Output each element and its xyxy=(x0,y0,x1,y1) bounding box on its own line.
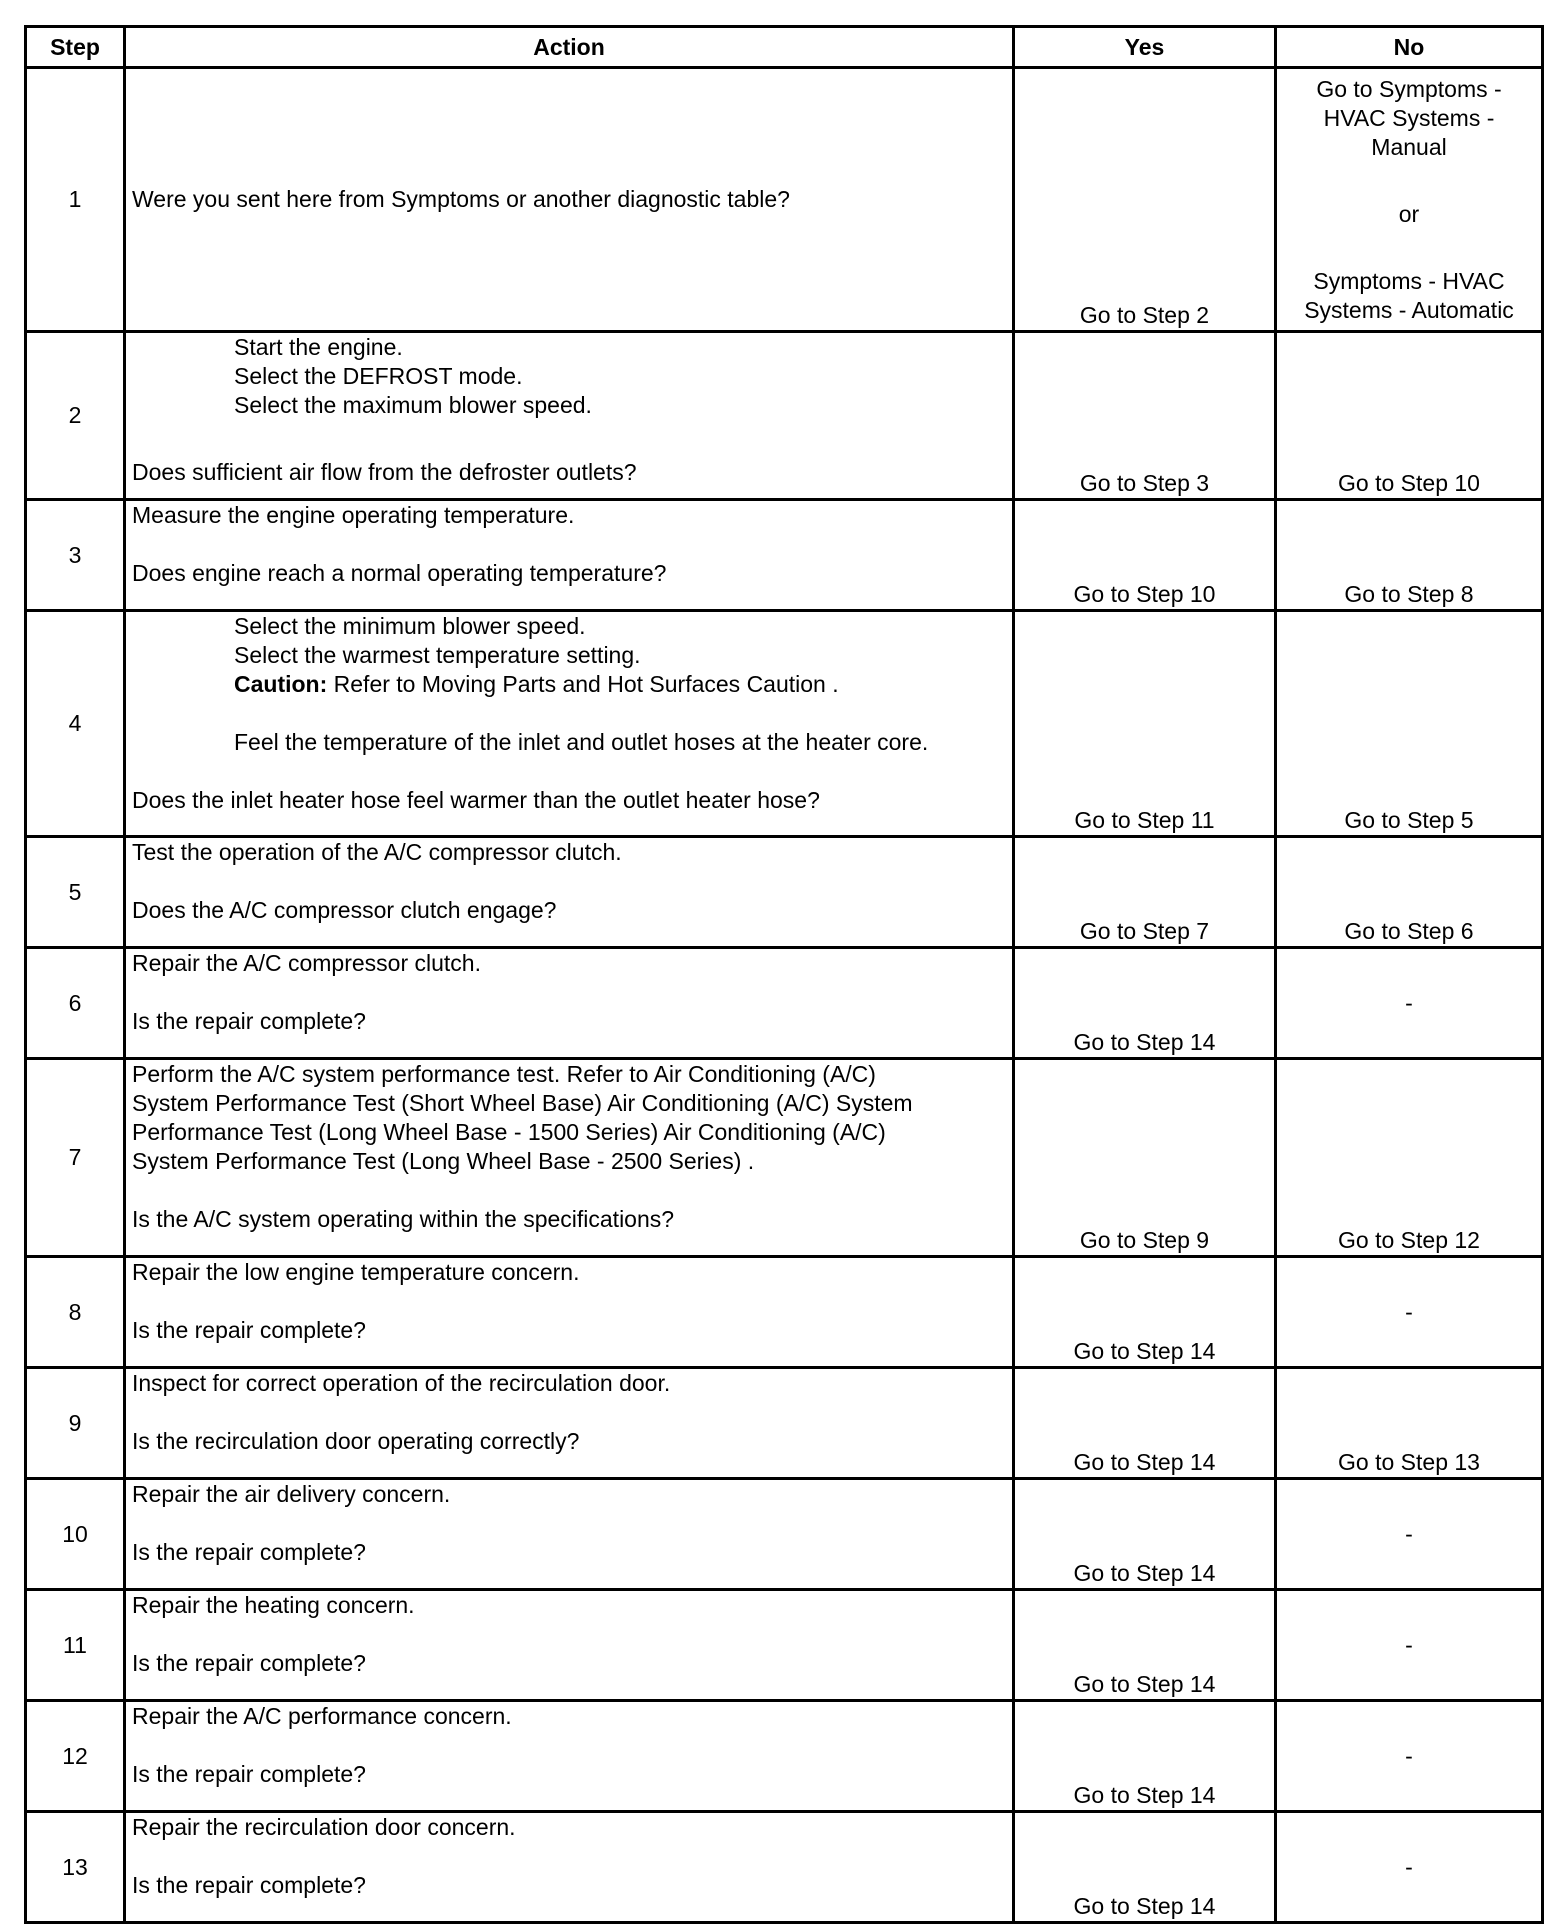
no-line: Manual xyxy=(1371,134,1447,160)
no-cell: Go to Step 5 xyxy=(1276,611,1543,837)
action-cell xyxy=(125,1812,1014,1923)
action-instruction: Repair the A/C performance concern. xyxy=(132,1703,512,1729)
action-cell xyxy=(125,332,1014,500)
action-question: Does the inlet heater hose feel warmer than the outlet heater hose? xyxy=(132,787,820,813)
step-number: 11 xyxy=(26,1590,125,1701)
action-question: Does the A/C compressor clutch engage? xyxy=(132,897,557,923)
header-step: Step xyxy=(26,27,125,68)
yes-cell: Go to Step 2 xyxy=(1014,68,1276,332)
action-instruction: Measure the engine operating temperature. xyxy=(132,502,575,528)
table-row xyxy=(26,1479,1543,1590)
no-cell: - xyxy=(1276,1257,1543,1368)
step-number: 13 xyxy=(26,1812,125,1923)
header-no: No xyxy=(1276,27,1543,68)
action-cell xyxy=(125,1059,1014,1257)
action-instruction: Test the operation of the A/C compressor clutch. xyxy=(132,839,622,865)
no-cell: - xyxy=(1276,1701,1543,1812)
action-question: Does sufficient air flow from the defroster outlets? xyxy=(132,459,637,485)
action-cell xyxy=(125,837,1014,948)
table-row xyxy=(26,837,1543,948)
no-cell xyxy=(1276,68,1543,332)
step-number: 3 xyxy=(26,500,125,611)
table-row xyxy=(26,1257,1543,1368)
action-cell xyxy=(125,500,1014,611)
action-question: Were you sent here from Symptoms or another diagnostic table? xyxy=(132,186,790,212)
action-instruction: Repair the heating concern. xyxy=(132,1592,415,1618)
no-line xyxy=(1283,229,1535,267)
step-number: 9 xyxy=(26,1368,125,1479)
action-cell xyxy=(125,1479,1014,1590)
step-number: 10 xyxy=(26,1479,125,1590)
spacer xyxy=(132,1287,1006,1316)
action-instruction: Feel the temperature of the inlet and outlet hoses at the heater core. xyxy=(234,729,929,755)
spacer xyxy=(132,420,1006,458)
no-line: or xyxy=(1398,201,1420,227)
action-cell xyxy=(125,1368,1014,1479)
spacer xyxy=(132,1620,1006,1649)
action-cell xyxy=(125,948,1014,1059)
table-row xyxy=(26,1368,1543,1479)
action-cell xyxy=(125,1701,1014,1812)
action-instruction: Repair the A/C compressor clutch. xyxy=(132,950,481,976)
yes-cell: Go to Step 14 xyxy=(1014,1590,1276,1701)
no-line: Go to Symptoms - xyxy=(1316,76,1502,102)
caution-line xyxy=(132,670,1006,699)
action-question: Is the repair complete? xyxy=(132,1650,366,1676)
table-row xyxy=(26,1590,1543,1701)
no-cell: - xyxy=(1276,1812,1543,1923)
action-instruction: Perform the A/C system performance test. Refer to Air Conditioning (A/C) xyxy=(132,1061,876,1087)
action-instruction: Inspect for correct operation of the recirculation door. xyxy=(132,1370,671,1396)
action-instruction: Repair the recirculation door concern. xyxy=(132,1814,516,1840)
action-question: Is the repair complete? xyxy=(132,1872,366,1898)
yes-cell: Go to Step 7 xyxy=(1014,837,1276,948)
yes-cell: Go to Step 14 xyxy=(1014,1368,1276,1479)
no-cell: - xyxy=(1276,948,1543,1059)
action-question: Is the recirculation door operating correctly? xyxy=(132,1428,580,1454)
no-line xyxy=(1283,162,1535,200)
table-row xyxy=(26,1701,1543,1812)
spacer xyxy=(132,530,1006,559)
spacer xyxy=(132,1176,1006,1205)
spacer xyxy=(132,1398,1006,1427)
action-question: Is the repair complete? xyxy=(132,1008,366,1034)
spacer xyxy=(132,757,1006,786)
action-cell xyxy=(125,1257,1014,1368)
table-row xyxy=(26,611,1543,837)
table-row xyxy=(26,1812,1543,1923)
no-line: Symptoms - HVAC xyxy=(1313,268,1505,294)
no-cell: Go to Step 8 xyxy=(1276,500,1543,611)
table-row xyxy=(26,500,1543,611)
action-question: Is the A/C system operating within the specifications? xyxy=(132,1206,675,1232)
header-action: Action xyxy=(125,27,1014,68)
no-cell: Go to Step 10 xyxy=(1276,332,1543,500)
diagnostic-table xyxy=(24,25,1544,1924)
step-number: 2 xyxy=(26,332,125,500)
yes-cell: Go to Step 14 xyxy=(1014,1257,1276,1368)
caution-text: Refer to Moving Parts and Hot Surfaces Caution . xyxy=(327,671,839,697)
action-question: Is the repair complete? xyxy=(132,1317,366,1343)
spacer xyxy=(132,1731,1006,1760)
yes-cell: Go to Step 10 xyxy=(1014,500,1276,611)
no-cell: - xyxy=(1276,1590,1543,1701)
action-instruction: Select the warmest temperature setting. xyxy=(234,642,641,668)
table-row xyxy=(26,1059,1543,1257)
step-number: 6 xyxy=(26,948,125,1059)
spacer xyxy=(132,1842,1006,1871)
caution-label: Caution: xyxy=(234,671,328,697)
action-question: Does engine reach a normal operating temperature? xyxy=(132,560,667,586)
yes-cell: Go to Step 14 xyxy=(1014,1812,1276,1923)
action-question: Is the repair complete? xyxy=(132,1539,366,1565)
header-yes: Yes xyxy=(1014,27,1276,68)
action-instruction: Start the engine. xyxy=(234,334,403,360)
header-row xyxy=(26,27,1543,68)
step-number: 1 xyxy=(26,68,125,332)
step-number: 12 xyxy=(26,1701,125,1812)
no-line: HVAC Systems - xyxy=(1323,105,1495,131)
no-line: Systems - Automatic xyxy=(1304,297,1514,323)
yes-cell: Go to Step 3 xyxy=(1014,332,1276,500)
action-instruction: Performance Test (Long Wheel Base - 1500 Series) Air Conditioning (A/C) xyxy=(132,1119,886,1145)
spacer xyxy=(132,867,1006,896)
action-instruction: Select the maximum blower speed. xyxy=(234,392,592,418)
no-cell: Go to Step 13 xyxy=(1276,1368,1543,1479)
no-cell: - xyxy=(1276,1479,1543,1590)
step-number: 5 xyxy=(26,837,125,948)
yes-cell: Go to Step 9 xyxy=(1014,1059,1276,1257)
action-instruction: System Performance Test (Long Wheel Base - 2500 Series) . xyxy=(132,1148,755,1174)
action-instruction: Repair the air delivery concern. xyxy=(132,1481,451,1507)
step-number: 8 xyxy=(26,1257,125,1368)
yes-cell: Go to Step 14 xyxy=(1014,948,1276,1059)
spacer xyxy=(132,1509,1006,1538)
no-cell: Go to Step 6 xyxy=(1276,837,1543,948)
action-question: Is the repair complete? xyxy=(132,1761,366,1787)
action-cell xyxy=(125,1590,1014,1701)
yes-cell: Go to Step 14 xyxy=(1014,1701,1276,1812)
table-row xyxy=(26,68,1543,332)
action-instruction: Select the DEFROST mode. xyxy=(234,363,523,389)
yes-cell: Go to Step 14 xyxy=(1014,1479,1276,1590)
spacer xyxy=(132,699,1006,728)
spacer xyxy=(132,978,1006,1007)
action-cell xyxy=(125,611,1014,837)
action-cell xyxy=(125,68,1014,332)
action-instruction: Select the minimum blower speed. xyxy=(234,613,586,639)
table-row xyxy=(26,948,1543,1059)
action-instruction: System Performance Test (Short Wheel Base) Air Conditioning (A/C) System xyxy=(132,1090,913,1116)
action-instruction: Repair the low engine temperature concern. xyxy=(132,1259,580,1285)
no-cell: Go to Step 12 xyxy=(1276,1059,1543,1257)
step-number: 7 xyxy=(26,1059,125,1257)
table-row xyxy=(26,332,1543,500)
yes-cell: Go to Step 11 xyxy=(1014,611,1276,837)
step-number: 4 xyxy=(26,611,125,837)
